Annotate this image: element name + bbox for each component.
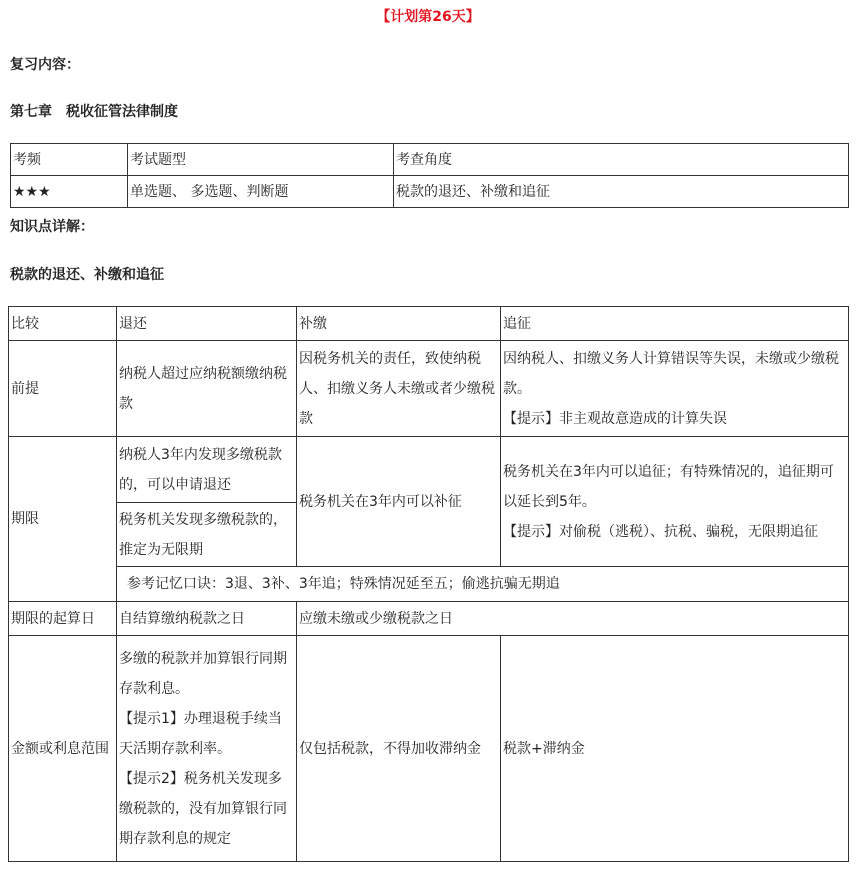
header-cell: 考试题型 bbox=[128, 144, 394, 176]
row-label: 期限 bbox=[9, 437, 117, 602]
table-row bbox=[9, 307, 849, 341]
compare-table bbox=[8, 306, 849, 862]
row-label: 前提 bbox=[9, 341, 117, 437]
supplement-cell: 因税务机关的责任，致使纳税人、扣缴义务人未缴或者少缴税款 bbox=[297, 341, 501, 437]
review-label: 复习内容： bbox=[10, 57, 80, 73]
recover-text: 税务机关在3年内可以追征；有特殊情况的，追征期可以延长到5年。 bbox=[503, 463, 834, 510]
row-label: 期限的起算日 bbox=[9, 602, 117, 636]
header-cell: 比较 bbox=[9, 307, 117, 341]
row-label: 金额或利息范围 bbox=[9, 636, 117, 862]
refund-cell: 税务机关发现多缴税款的，推定为无限期 bbox=[117, 503, 297, 567]
table-row bbox=[9, 636, 849, 862]
table-row bbox=[9, 437, 849, 503]
recover-cell bbox=[501, 341, 849, 437]
header-cell: 考频 bbox=[11, 144, 128, 176]
frequency-cell: ★★★ bbox=[11, 176, 128, 208]
recover-cell: 税款+滞纳金 bbox=[501, 636, 849, 862]
refund-cell: 自结算缴纳税款之日 bbox=[117, 602, 297, 636]
supplement-cell: 仅包括税款，不得加收滞纳金 bbox=[297, 636, 501, 862]
refund-cell: 纳税人3年内发现多缴税款的，可以申请退还 bbox=[117, 437, 297, 503]
table-row bbox=[9, 567, 849, 602]
recover-tip: 【提示】非主观故意造成的计算失误 bbox=[503, 410, 727, 427]
summary-table bbox=[10, 143, 849, 208]
header-cell: 考查角度 bbox=[394, 144, 849, 176]
exam-angle-cell: 税款的退还、补缴和追征 bbox=[394, 176, 849, 208]
question-type-cell: 单选题、 多选题、判断题 bbox=[128, 176, 394, 208]
header-cell: 退还 bbox=[117, 307, 297, 341]
recover-tip: 【提示】对偷税（逃税）、抗税、骗税，无限期追征 bbox=[503, 523, 818, 540]
table-row bbox=[11, 176, 849, 208]
refund-cell bbox=[117, 636, 297, 862]
refund-cell: 纳税人超过应纳税额缴纳税款 bbox=[117, 341, 297, 437]
plan-title: 【计划第26天】 bbox=[376, 9, 480, 25]
chapter-title: 第七章 税收征管法律制度 bbox=[10, 104, 178, 120]
refund-tip-1: 【提示1】办理退税手续当天活期存款利率。 bbox=[119, 710, 282, 757]
refund-text: 多缴的税款并加算银行同期存款利息。 bbox=[119, 650, 287, 697]
header-cell: 追征 bbox=[501, 307, 849, 341]
recover-text: 因纳税人、扣缴义务人计算错误等失误，未缴或少缴税款。 bbox=[503, 350, 839, 397]
table-row bbox=[11, 144, 849, 176]
knowledge-label: 知识点详解： bbox=[10, 219, 94, 235]
mnemonic-cell: 参考记忆口诀：3退、3补、3年追；特殊情况延至五；偷逃抗骗无期追 bbox=[117, 567, 849, 602]
supplement-recover-cell: 应缴未缴或少缴税款之日 bbox=[297, 602, 849, 636]
refund-tip-2: 【提示2】税务机关发现多缴税款的，没有加算银行同期存款利息的规定 bbox=[119, 770, 287, 847]
header-cell: 补缴 bbox=[297, 307, 501, 341]
table-row bbox=[9, 602, 849, 636]
supplement-cell: 税务机关在3年内可以补征 bbox=[297, 437, 501, 567]
table-row bbox=[9, 341, 849, 437]
recover-cell bbox=[501, 437, 849, 567]
section-title: 税款的退还、补缴和追征 bbox=[10, 267, 164, 283]
